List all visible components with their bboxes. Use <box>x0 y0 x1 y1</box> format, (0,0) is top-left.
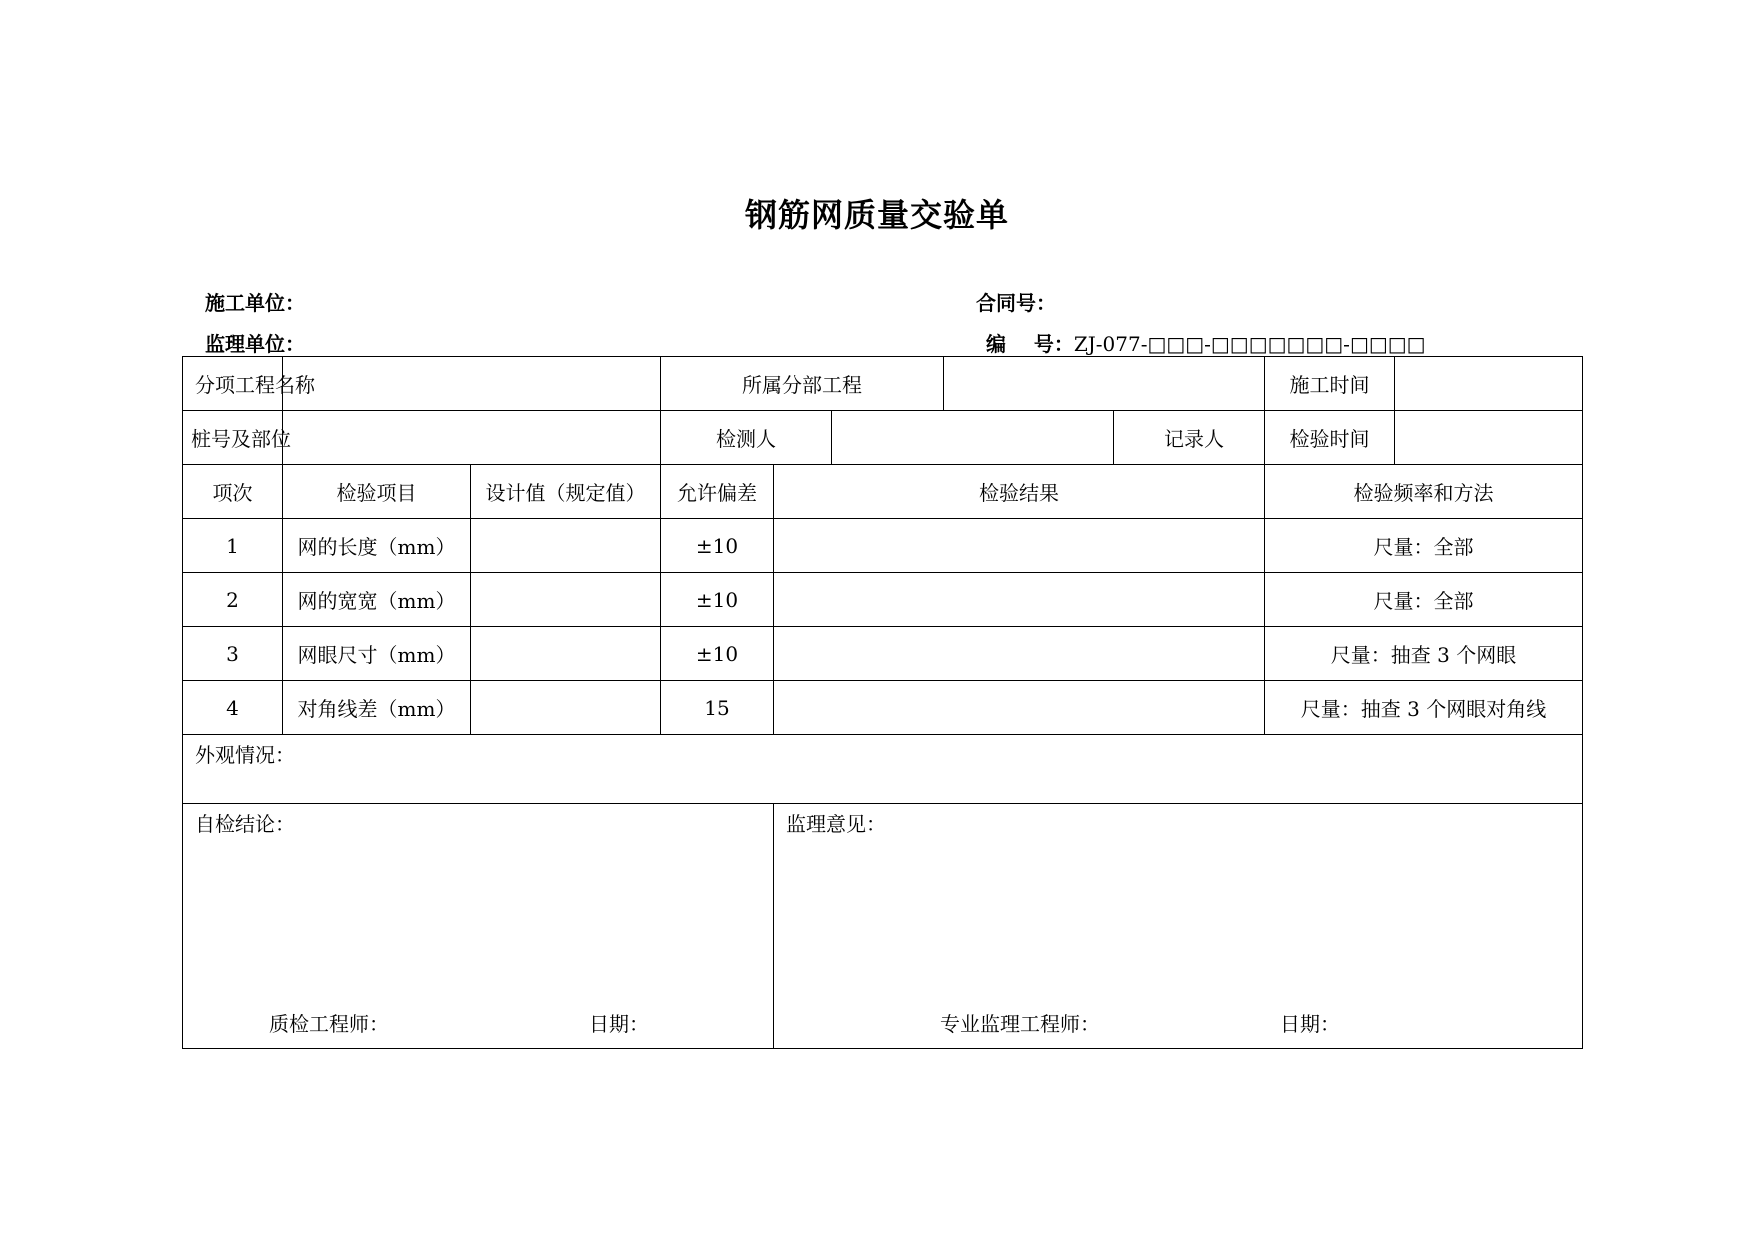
row-design-value[interactable] <box>471 519 661 573</box>
row-result[interactable] <box>774 681 1265 735</box>
col-design-header: 设计值（规定值） <box>471 465 661 519</box>
station-label: 桩号及部位 <box>183 411 283 465</box>
row-method: 尺量：全部 <box>1265 573 1583 627</box>
row-no: 4 <box>183 681 283 735</box>
construction-time-label: 施工时间 <box>1265 357 1395 411</box>
row-item: 网的长度（mm） <box>283 519 471 573</box>
signature-row <box>183 804 1583 1049</box>
row-tolerance: ±10 <box>661 573 774 627</box>
inspection-time-value[interactable] <box>1395 411 1583 465</box>
row-method: 尺量：抽查 3 个网眼 <box>1265 627 1583 681</box>
row-item: 网的宽宽（mm） <box>283 573 471 627</box>
row-method: 尺量：抽查 3 个网眼对角线 <box>1265 681 1583 735</box>
tester-value[interactable] <box>832 411 1114 465</box>
construction-time-value[interactable] <box>1395 357 1583 411</box>
serial-value: ZJ-077-□□□-□□□□□□□-□□□□ <box>1073 332 1426 356</box>
info-row-1 <box>183 357 1583 411</box>
table-row <box>183 573 1583 627</box>
serial-label: 编 号： <box>986 332 1074 356</box>
row-no: 1 <box>183 519 283 573</box>
recorder-label: 记录人 <box>1114 411 1265 465</box>
row-tolerance: 15 <box>661 681 774 735</box>
appearance-cell[interactable] <box>183 735 1583 804</box>
self-check-cell[interactable] <box>183 804 774 1049</box>
supervision-opinion-cell[interactable] <box>774 804 1583 1049</box>
row-tolerance: ±10 <box>661 519 774 573</box>
self-check-signature-line <box>183 1008 773 1036</box>
contract-no-label: 合同号： <box>976 291 1056 315</box>
table-row <box>183 627 1583 681</box>
sub-item-name-label: 分项工程名称 <box>183 357 283 411</box>
table-row <box>183 681 1583 735</box>
supervising-engineer-label: 专业监理工程师： <box>940 1012 1100 1036</box>
row-item: 网眼尺寸（mm） <box>283 627 471 681</box>
row-item: 对角线差（mm） <box>283 681 471 735</box>
sub-item-name-value[interactable] <box>283 357 661 411</box>
col-tolerance-header: 允许偏差 <box>661 465 774 519</box>
supervision-date-label: 日期： <box>1280 1012 1340 1036</box>
inspection-form-table <box>182 356 1583 1049</box>
supervision-unit-label: 监理单位： <box>205 332 305 356</box>
form-title: 钢筋网质量交验单 <box>744 196 1009 234</box>
supervision-signature-line <box>774 1008 1582 1036</box>
self-check-date-label: 日期： <box>589 1012 649 1036</box>
row-design-value[interactable] <box>471 627 661 681</box>
serial-number <box>986 328 1426 357</box>
row-no: 3 <box>183 627 283 681</box>
construction-unit-label: 施工单位： <box>205 291 305 315</box>
division-label: 所属分部工程 <box>661 357 944 411</box>
division-value[interactable] <box>944 357 1265 411</box>
row-method: 尺量：全部 <box>1265 519 1583 573</box>
tester-label: 检测人 <box>661 411 832 465</box>
table-row <box>183 519 1583 573</box>
row-no: 2 <box>183 573 283 627</box>
quality-engineer-label: 质检工程师： <box>269 1012 389 1036</box>
row-result[interactable] <box>774 627 1265 681</box>
row-result[interactable] <box>774 519 1265 573</box>
supervision-opinion-label: 监理意见： <box>786 812 886 836</box>
row-design-value[interactable] <box>471 681 661 735</box>
station-value[interactable] <box>283 411 661 465</box>
row-tolerance: ±10 <box>661 627 774 681</box>
row-design-value[interactable] <box>471 573 661 627</box>
appearance-row <box>183 735 1583 804</box>
self-check-label: 自检结论： <box>195 812 295 836</box>
inspection-time-label: 检验时间 <box>1265 411 1395 465</box>
appearance-label: 外观情况： <box>195 743 295 767</box>
col-method-header: 检验频率和方法 <box>1265 465 1583 519</box>
col-item-header: 检验项目 <box>283 465 471 519</box>
info-row-2 <box>183 411 1583 465</box>
col-no-header: 项次 <box>183 465 283 519</box>
col-result-header: 检验结果 <box>774 465 1265 519</box>
column-header-row <box>183 465 1583 519</box>
row-result[interactable] <box>774 573 1265 627</box>
